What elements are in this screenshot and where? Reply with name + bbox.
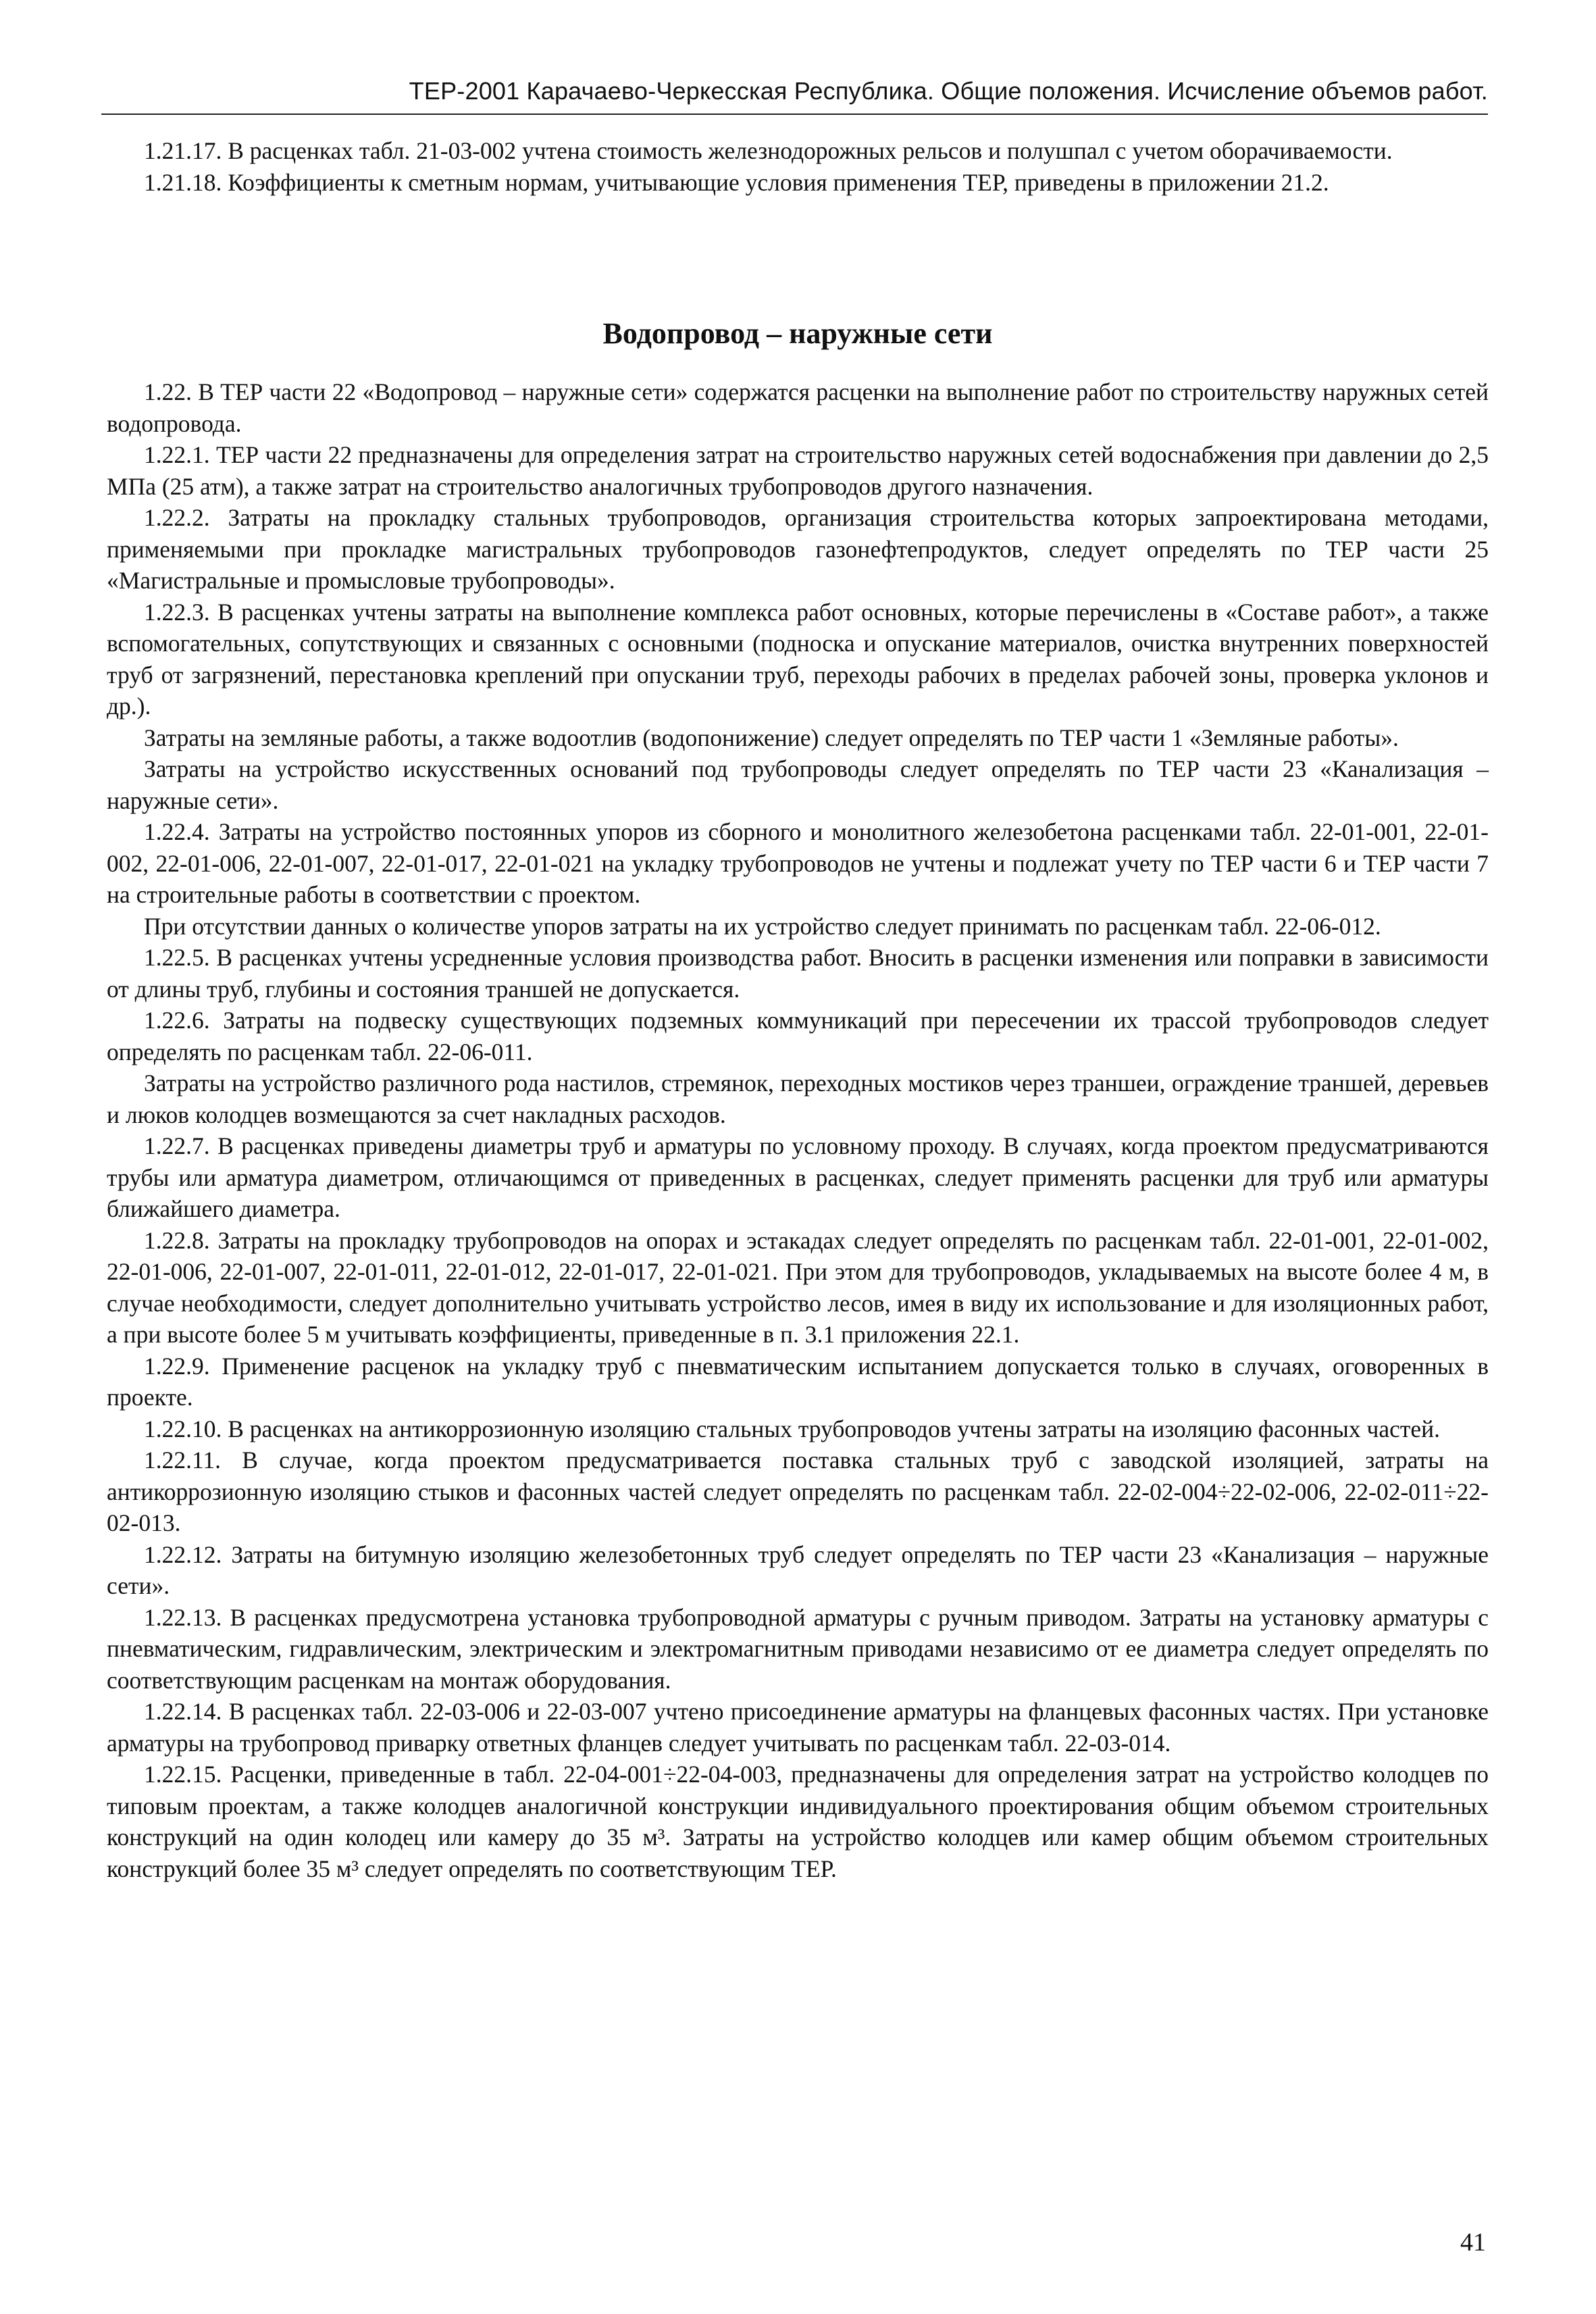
paragraph-stops-absent: При отсутствии данных о количестве упоров затраты на их устройство следует принимать по расценкам табл. 22-06-012. [144, 912, 1381, 940]
paragraph-foundations: Затраты на устройство искусственных оснований под трубопроводы следует определять по ТЕР части 23 «Канализация – наружные сети». [107, 755, 1489, 814]
paragraph-1-22-3: 1.22.3. В расценках учтены затраты на выполнение комплекса работ основных, которые перечислены в «Составе работ», а также вспомогательных, сопутствующих и связанных с основными (подноска и опускание материалов, очистка внутренних поверхностей труб от загрязнений, перестановка креплений при опускании труб, переходы рабочих в пределах рабочей зоны, проверка уклонов и др.). [107, 598, 1489, 720]
paragraph-1-22-14: 1.22.14. В расценках табл. 22-03-006 и 22-03-007 учтено присоединение арматуры на фланцевых фасонных частях. При установке арматуры на трубопровод приварку ответных фланцев следует учитывать по расценкам табл. 22-03-014. [107, 1698, 1489, 1757]
paragraph-1-21-17: 1.21.17. В расценках табл. 21-03-002 учтена стоимость железнодорожных рельсов и полушпал с учетом оборачиваемости. [144, 137, 1393, 164]
paragraph-1-22-8: 1.22.8. Затраты на прокладку трубопроводов на опорах и эстакадах следует определять по расценкам табл. 22-01-001, 22-01-002, 22-01-006, 22-01-007, 22-01-011, 22-01-012, 22-01-017, 22-01-021. При этом для трубопроводов, укладываемых на высоте более 4 м, в случае необходимости, следует дополнительно учитывать устройство лесов, имея в виду их использование и для изоляционных работ, а при высоте более 5 м учитывать коэффициенты, приведенные в п. 3.1 приложения 22.1. [107, 1226, 1489, 1348]
paragraph-1-21-18: 1.21.18. Коэффициенты к сметным нормам, учитывающие условия применения ТЕР, приведены в приложении 21.2. [144, 168, 1329, 196]
paragraph-1-22-15: 1.22.15. Расценки, приведенные в табл. 22-04-001÷22-04-003, предназначены для определения затрат на устройство колодцев по типовым проектам, а также колодцев аналогичной конструкции индивидуального проектирования общим объемом строительных конструкций на один колодец или камеру до 35 м³. Затраты на устройство колодцев или камер общим объемом строительных конструкций более 35 м³ следует определять по соответствующим ТЕР. [107, 1761, 1489, 1882]
paragraph-1-22-1: 1.22.1. ТЕР части 22 предназначены для определения затрат на строительство наружных сетей водоснабжения при давлении до 2,5 МПа (25 атм), а также затрат на строительство аналогичных трубопроводов другого назначения. [107, 441, 1489, 500]
paragraph-1-22-4: 1.22.4. Затраты на устройство постоянных упоров из сборного и монолитного железобетона расценками табл. 22-01-001, 22-01-002, 22-01-006, 22-01-007, 22-01-017, 22-01-021 на укладку трубопроводов не учтены и подлежат учету по ТЕР части 6 и ТЕР части 7 на строительные работы в соответствии с проектом. [107, 818, 1489, 908]
paragraph-1-22-5: 1.22.5. В расценках учтены усредненные условия производства работ. Вносить в расценки изменения или поправки в зависимости от длины труб, глубины и состояния траншей не допускается. [107, 944, 1489, 1003]
paragraph-1-22-9: 1.22.9. Применение расценок на укладку труб с пневматическим испытанием допускается только в случаях, оговоренных в проекте. [107, 1352, 1489, 1411]
intro-section [107, 135, 1489, 198]
page-number: 41 [1460, 2228, 1486, 2257]
paragraph-1-22-7: 1.22.7. В расценках приведены диаметры труб и арматуры по условному проходу. В случаях, когда проектом предусматриваются трубы или арматура диаметром, отличающимся от приведенных в расценках, следует применять расценки для труб или арматуры ближайшего диаметра. [107, 1132, 1489, 1222]
paragraph-1-22-2: 1.22.2. Затраты на прокладку стальных трубопроводов, организация строительства которых запроектирована методами, применяемыми при прокладке магистральных трубопроводов газонефтепродуктов, следует определять по ТЕР части 25 «Магистральные и промысловые трубопроводы». [107, 504, 1489, 594]
paragraph-1-22-11: 1.22.11. В случае, когда проектом предусматривается поставка стальных труб с заводской изоляцией, затраты на антикоррозионную изоляцию стыков и фасонных частей следует определять по расценкам табл. 22-02-004÷22-02-006, 22-02-011÷22-02-013. [107, 1447, 1489, 1536]
running-header: ТЕР-2001 Карачаево-Черкесская Республика. Общие положения. Исчисление объемов работ. [409, 77, 1488, 105]
section-body [107, 376, 1489, 1884]
section-heading: Водопровод – наружные сети [602, 317, 993, 350]
paragraph-decking: Затраты на устройство различного рода настилов, стремянок, переходных мостиков через траншеи, ограждение траншей, деревьев и люков колодцев возмещаются за счет накладных расходов. [107, 1070, 1489, 1128]
paragraph-1-22-10: 1.22.10. В расценках на антикоррозионную изоляцию стальных трубопроводов учтены затраты на изоляцию фасонных частей. [144, 1415, 1441, 1442]
paragraph-1-22: 1.22. В ТЕР части 22 «Водопровод – наружные сети» содержатся расценки на выполнение работ по строительству наружных сетей водопровода. [107, 378, 1489, 437]
paragraph-1-22-12: 1.22.12. Затраты на битумную изоляцию железобетонных труб следует определять по ТЕР части 23 «Канализация – наружные сети». [107, 1540, 1489, 1599]
paragraph-1-22-6: 1.22.6. Затраты на подвеску существующих подземных коммуникаций при пересечении их трассой трубопроводов следует определять по расценкам табл. 22-06-011. [107, 1007, 1489, 1065]
paragraph-1-22-13: 1.22.13. В расценках предусмотрена установка трубопроводной арматуры с ручным приводом. Затраты на установку арматуры с пневматическим, гидравлическим, электрическим и электромагнитным приводами независимо от ее диаметра следует определять по соответствующим расценкам на монтаж оборудования. [107, 1603, 1489, 1694]
header-rule [101, 114, 1488, 115]
paragraph-earthworks: Затраты на земляные работы, а также водоотлив (водопонижение) следует определять по ТЕР части 1 «Земляные работы». [144, 724, 1399, 751]
